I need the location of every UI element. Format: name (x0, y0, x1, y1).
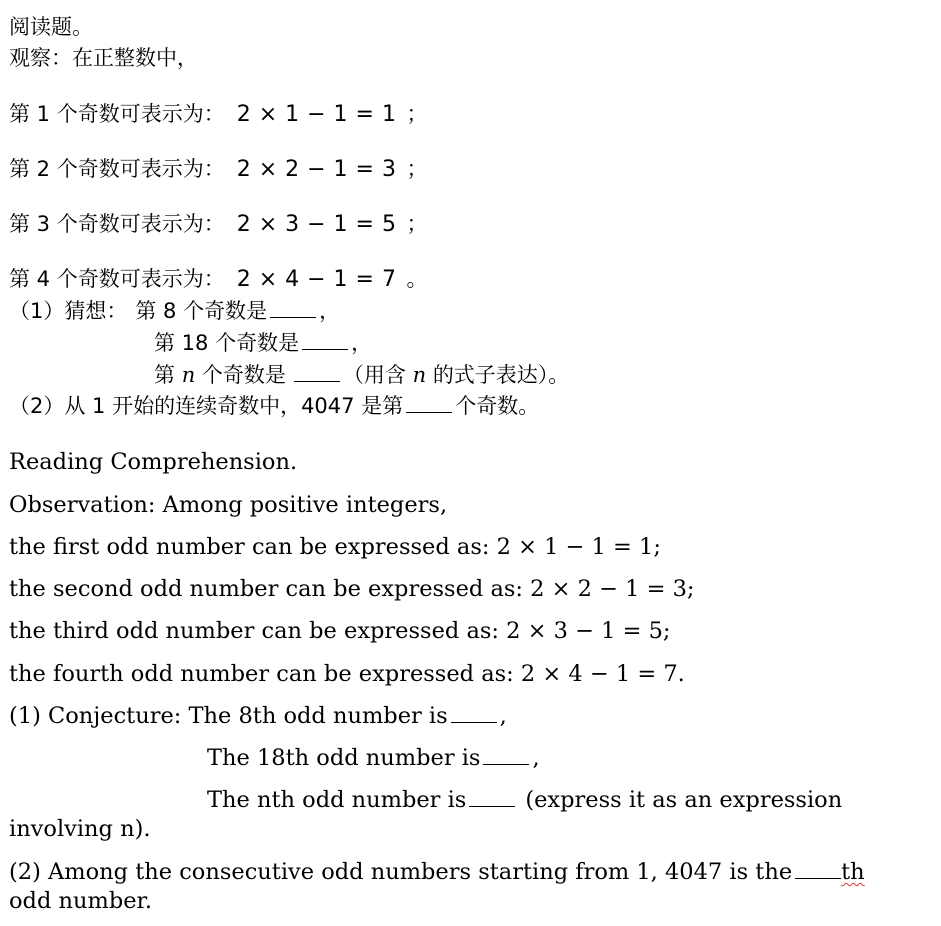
zh-question-1-line-2: 第 18 个奇数是 ， (154, 331, 373, 355)
answer-blank[interactable] (483, 746, 529, 765)
answer-blank[interactable] (294, 363, 340, 382)
en-observation: Observation: Among positive integers, (9, 492, 448, 518)
en-question-2-line-2: odd number. (9, 888, 152, 914)
zh-question-1-line-3: 第 n 个奇数是 （用含 n 的式子表达）。 (154, 363, 570, 387)
answer-blank[interactable] (451, 704, 497, 723)
en-line-1: the first odd number can be expressed as: 2 × 1 − 1 = 1; (9, 534, 661, 560)
en-title: Reading Comprehension. (9, 449, 298, 475)
zh-title: 阅读题。 (9, 15, 93, 39)
zh-item-1: 第 1 个奇数可表示为： 2 × 1 − 1 = 1 ； (9, 102, 428, 127)
answer-blank[interactable] (302, 331, 348, 350)
zh-observation: 观察：在正整数中， (9, 46, 198, 70)
en-question-1-line-4: involving n). (9, 816, 151, 842)
en-line-2: the second odd number can be expressed as: 2 × 2 − 1 = 3; (9, 576, 695, 602)
en-question-1-line-2: The 18th odd number is , (207, 745, 540, 771)
en-line-4: the fourth odd number can be expressed as: 2 × 4 − 1 = 7. (9, 661, 685, 687)
zh-question-2: （2）从 1 开始的连续奇数中，4047 是第 个奇数。 (9, 394, 540, 418)
zh-item-3: 第 3 个奇数可表示为： 2 × 3 − 1 = 5 ； (9, 212, 428, 237)
en-question-1-line-3: The nth odd number is (express it as an expression (207, 787, 843, 813)
en-line-3: the third odd number can be expressed as: 2 × 3 − 1 = 5; (9, 618, 671, 644)
answer-blank[interactable] (406, 394, 452, 413)
zh-item-4: 第 4 个奇数可表示为： 2 × 4 − 1 = 7 。 (9, 267, 428, 292)
answer-blank[interactable] (270, 299, 316, 318)
zh-item-2: 第 2 个奇数可表示为： 2 × 2 − 1 = 3 ； (9, 157, 428, 182)
en-question-1-line-1: (1) Conjecture: The 8th odd number is , (9, 703, 507, 729)
en-question-2-line-1: (2) Among the consecutive odd numbers starting from 1, 4047 is the th (9, 859, 865, 885)
answer-blank[interactable] (795, 860, 841, 879)
zh-question-1-line-1: （1）猜想： 第 8 个奇数是 ， (9, 299, 341, 323)
answer-blank[interactable] (469, 788, 515, 807)
